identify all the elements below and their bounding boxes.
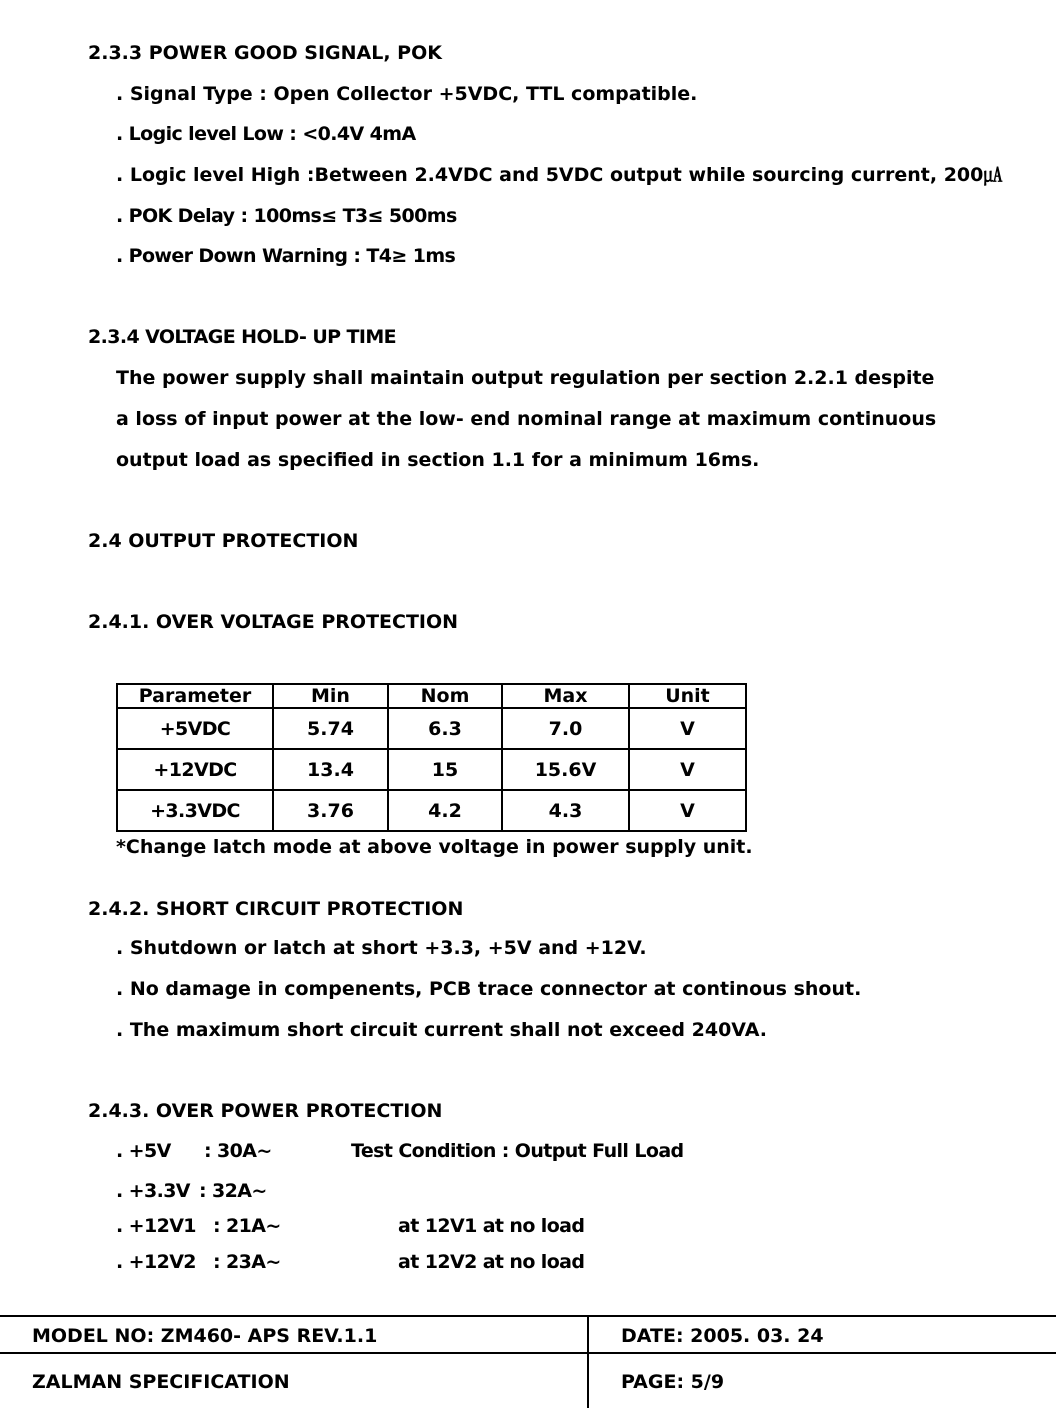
footer-model: MODEL NO: ZM460- APS REV.1.1 <box>32 1325 378 1347</box>
list-item: . Logic level High :Between 2.4VDC and 5VDC output while sourcing current, 200㎂ <box>116 164 1003 186</box>
opp-note-12v1: at 12V1 at no load <box>398 1215 585 1237</box>
table-cell: V <box>629 708 746 749</box>
section-heading-2-4-1: 2.4.1. OVER VOLTAGE PROTECTION <box>88 611 459 633</box>
section-heading-2-4: 2.4 OUTPUT PROTECTION <box>88 530 359 552</box>
section-heading-2-3-3: 2.3.3 POWER GOOD SIGNAL, POK <box>88 42 442 64</box>
table-cell: 4.2 <box>388 790 502 831</box>
list-item: . Shutdown or latch at short +3.3, +5V and +12V. <box>116 937 647 959</box>
paragraph-line: The power supply shall maintain output regulation per section 2.2.1 despite <box>116 367 935 389</box>
opp-value-12v2: : 23A~ <box>213 1251 281 1273</box>
column-header-unit: Unit <box>629 684 746 708</box>
table-cell: 4.3 <box>502 790 629 831</box>
opp-label-12v2: . +12V2 <box>116 1251 196 1273</box>
table-cell: +5VDC <box>117 708 273 749</box>
table-cell: V <box>629 790 746 831</box>
table-cell: 15 <box>388 749 502 790</box>
document-footer <box>0 1315 1056 1408</box>
column-header-max: Max <box>502 684 629 708</box>
section-heading-2-4-2: 2.4.2. SHORT CIRCUIT PROTECTION <box>88 898 464 920</box>
table-header-row <box>117 684 746 708</box>
table-cell: V <box>629 749 746 790</box>
list-item: . Power Down Warning : T4≥ 1ms <box>116 245 456 267</box>
opp-value-12v1: : 21A~ <box>213 1215 281 1237</box>
footer-page: PAGE: 5/9 <box>621 1371 725 1393</box>
list-item: . Signal Type : Open Collector +5VDC, TTL compatible. <box>116 83 698 105</box>
footer-date: DATE: 2005. 03. 24 <box>621 1325 824 1347</box>
table-cell: +3.3VDC <box>117 790 273 831</box>
paragraph-line: output load as specified in section 1.1 for a minimum 16ms. <box>116 449 760 471</box>
opp-label-5v: . +5V <box>116 1140 171 1162</box>
section-heading-2-4-3: 2.4.3. OVER POWER PROTECTION <box>88 1100 443 1122</box>
column-header-min: Min <box>273 684 388 708</box>
opp-note-5v: Test Condition : Output Full Load <box>351 1140 684 1162</box>
section-heading-2-3-4: 2.3.4 VOLTAGE HOLD- UP TIME <box>88 326 397 348</box>
list-item: . The maximum short circuit current shall not exceed 240VA. <box>116 1019 768 1041</box>
table-cell: 7.0 <box>502 708 629 749</box>
opp-note-12v2: at 12V2 at no load <box>398 1251 585 1273</box>
footer-column-divider <box>587 1317 589 1408</box>
opp-value-3v3: : 32A~ <box>199 1180 267 1202</box>
list-item: . Logic level Low : <0.4V 4mA <box>116 123 416 145</box>
table-cell: 15.6V <box>502 749 629 790</box>
column-header-parameter: Parameter <box>117 684 273 708</box>
table-row <box>117 790 746 831</box>
list-item: . POK Delay : 100ms≤ T3≤ 500ms <box>116 205 457 227</box>
footer-divider <box>0 1352 1056 1354</box>
table-cell: 3.76 <box>273 790 388 831</box>
footer-company: ZALMAN SPECIFICATION <box>32 1371 290 1393</box>
table-row <box>117 749 746 790</box>
table-cell: 13.4 <box>273 749 388 790</box>
column-header-nom: Nom <box>388 684 502 708</box>
opp-label-3v3: . +3.3V <box>116 1180 190 1202</box>
table-note: *Change latch mode at above voltage in power supply unit. <box>116 836 753 858</box>
table-cell: 6.3 <box>388 708 502 749</box>
list-item: . No damage in compenents, PCB trace connector at continous shout. <box>116 978 862 1000</box>
table-cell: 5.74 <box>273 708 388 749</box>
table-row <box>117 708 746 749</box>
opp-value-5v: : 30A~ <box>204 1140 272 1162</box>
over-voltage-table <box>116 683 747 832</box>
paragraph-line: a loss of input power at the low- end nominal range at maximum continuous <box>116 408 937 430</box>
opp-label-12v1: . +12V1 <box>116 1215 196 1237</box>
table-cell: +12VDC <box>117 749 273 790</box>
